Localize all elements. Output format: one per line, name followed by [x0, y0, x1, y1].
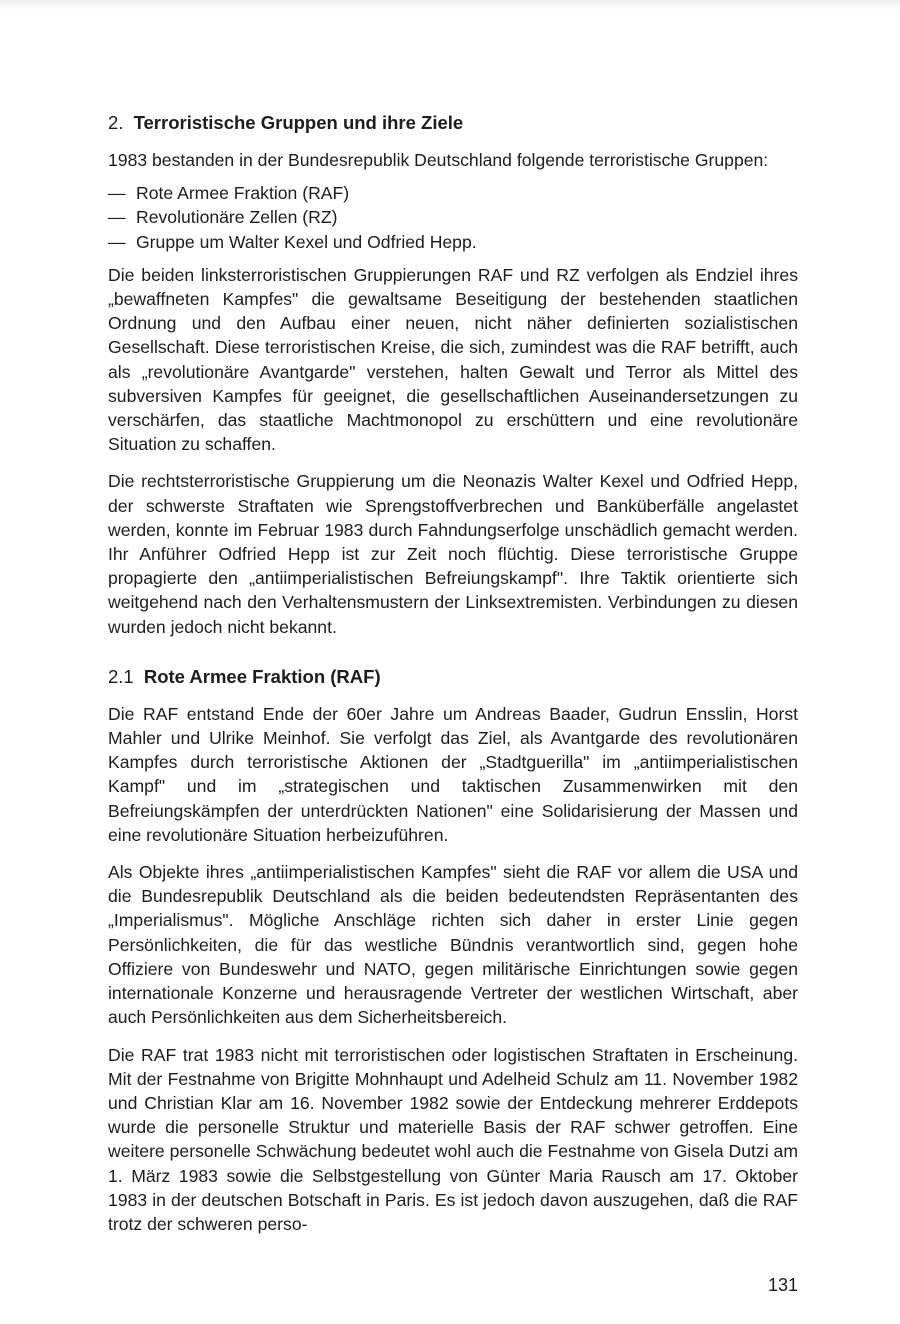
list-item-text: Revolutionäre Zellen (RZ) [136, 207, 338, 228]
group-list [108, 181, 798, 254]
section-number: 2. [108, 112, 124, 133]
list-item [108, 181, 798, 205]
subsection-heading [108, 664, 798, 690]
subsection-title: Rote Armee Fraktion (RAF) [143, 665, 381, 687]
list-item [108, 230, 798, 254]
body-paragraph: Die beiden linksterroristischen Gruppierungen RAF und RZ verfolgen als Endziel ihres „bewaffneten Kampfes" die gewaltsame Beseitigung der bestehenden staatlichen Ordnung und den Aufbau einer neuen, nicht näher definierten sozialistischen Gesellschaft. Diese terroristischen Kreise, die sich, zumindest was die RAF betrifft, auch als „revolutionäre Avantgarde" verstehen, halten Gewalt und Terror als Mittel des subversiven Kampfes für geeignet, die gesellschaftlichen Auseinandersetzungen zu verschärfen, das staatliche Machtmonopol zu erschüttern und eine revolutionäre Situation zu schaffen. [108, 264, 798, 455]
page-number: 131 [767, 1275, 798, 1295]
body-paragraph: Die RAF trat 1983 nicht mit terroristischen oder logistischen Straftaten in Erscheinung. Mit der Festnahme von Brigitte Mohnhaupt und Adelheid Schulz am 11. November 1982 und Christian Klar am 16. November 1982 sowie der Entdeckung mehrerer Erddepots wurde die personelle Struktur und materielle Basis der RAF schwer getroffen. Eine weitere personelle Schwächung bedeutet wohl auch die Festnahme von Gisela Dutzi am 1. März 1983 sowie die Selbstgestellung von Günter Maria Rausch am 17. Oktober 1983 in der deutschen Botschaft in Paris. Es ist jedoch davon auszugehen, daß die RAF trotz der schweren perso- [108, 1044, 798, 1234]
scan-top-edge [0, 0, 900, 10]
section-spacer [108, 652, 798, 664]
dash-marker: — [108, 207, 126, 228]
list-item [108, 205, 798, 229]
list-item-text: Gruppe um Walter Kexel und Odfried Hepp. [136, 231, 477, 252]
list-item-text: Rote Armee Fraktion (RAF) [136, 183, 350, 204]
document-page [108, 110, 798, 1249]
dash-marker: — [108, 183, 126, 204]
dash-marker: — [108, 231, 126, 252]
subsection-number: 2.1 [108, 665, 134, 687]
section-title: Terroristische Gruppen und ihre Ziele [133, 112, 464, 133]
section-heading [108, 110, 798, 136]
body-paragraph: Als Objekte ihres „antiimperialistischen Kampfes" sieht die RAF vor allem die USA und die Bundesrepublik Deutschland als die beiden bedeutendsten Repräsentanten des „Imperialismus". Mögliche Anschläge richten sich daher in erster Linie gegen Persönlichkeiten, die für das westliche Bündnis verantwortlich sind, gegen hohe Offiziere von Bundeswehr und NATO, gegen militärische Einrichtungen sowie gegen internationale Konzerne und herausragende Vertreter der westlichen Wirtschaft, aber auch Persönlichkeiten aus dem Sicherheitsbereich. [108, 862, 798, 1028]
body-paragraph: Die rechtsterroristische Gruppierung um die Neonazis Walter Kexel und Odfried Hepp, der schwerste Straftaten wie Sprengstoffverbrechen und Banküberfälle angelastet werden, konnte im Februar 1983 durch Fahndungserfolge unschädlich gemacht werden. Ihr Anführer Odfried Hepp ist zur Zeit noch flüchtig. Diese terroristische Gruppe propagierte den „antiimperialistischen Befreiungskampf". Ihre Taktik orientierte sich weitgehend nach den Verhaltensmustern der Linksextremisten. Verbindungen zu diesen wurden jedoch nicht bekannt. [108, 471, 798, 637]
body-paragraph: Die RAF entstand Ende der 60er Jahre um Andreas Baader, Gudrun Ensslin, Horst Mahler und Ulrike Meinhof. Sie verfolgt das Ziel, als Avantgarde des revolutionären Kampfes durch terroristische Aktionen der „Stadtguerilla" im „antiimperialistischen Kampf" und im „strategischen und taktischen Zusammenwirken mit den Befreiungskämpfen der unterdrückten Nationen" eine Solidarisierung der Massen und eine revolutionäre Situation herbeizuführen. [108, 703, 798, 845]
intro-paragraph: 1983 bestanden in der Bundesrepublik Deutschland folgende terroristische Gruppen: [108, 150, 769, 170]
